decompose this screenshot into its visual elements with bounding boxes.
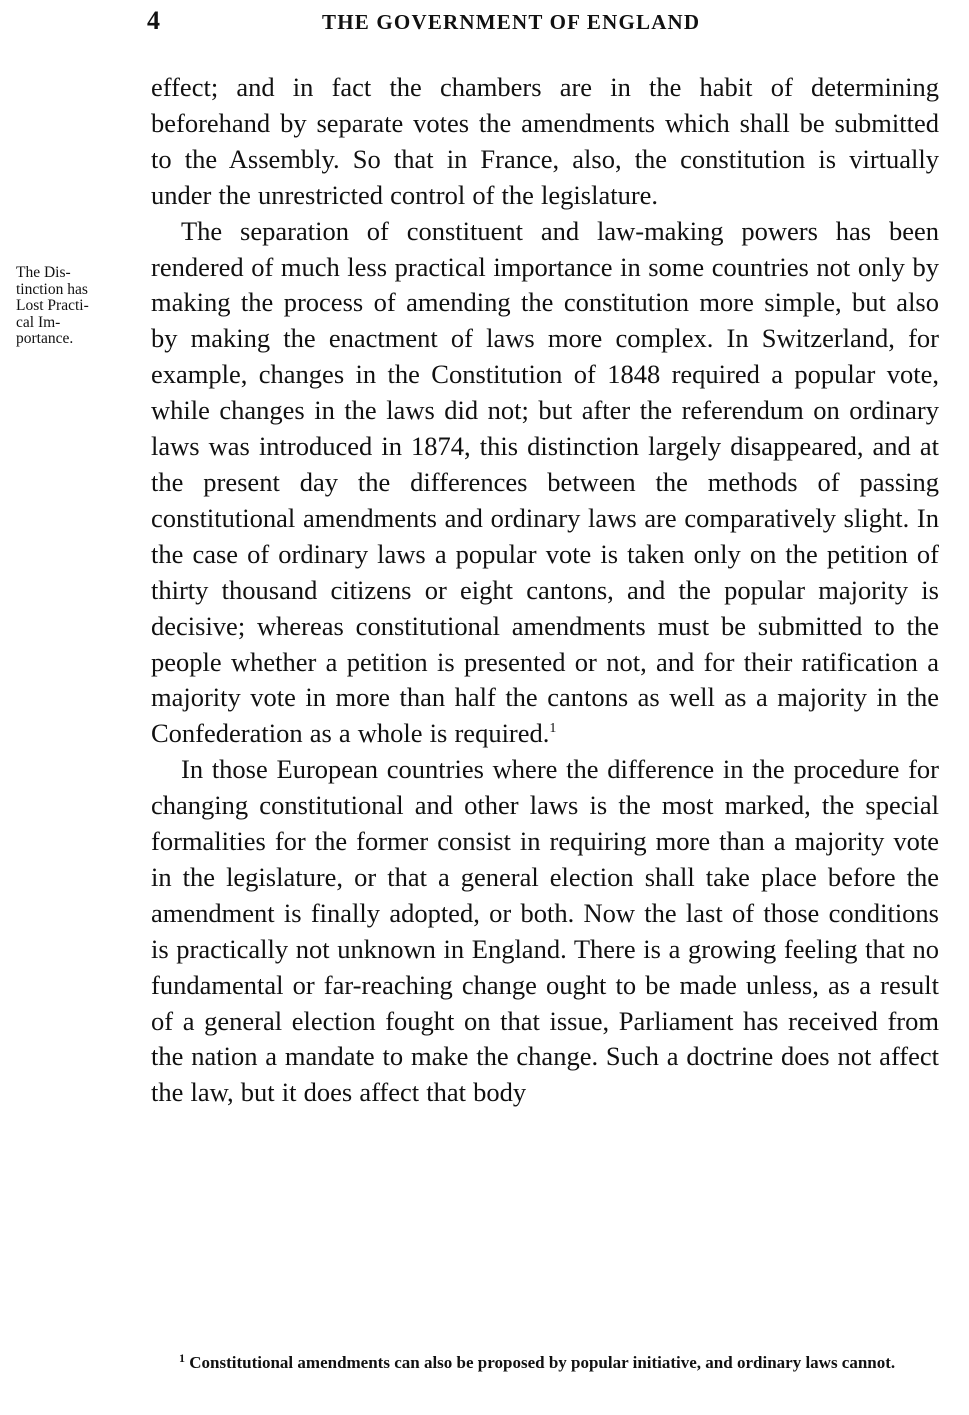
footnote-reference: 1 bbox=[549, 721, 557, 737]
paragraph-1: effect; and in fact the chambers are in the habit of determining beforehand by separate votes the amendments which shall be submitted to the Assembly. So that in France, also, the constitution is virtually under the unrestricted control of the legislature. bbox=[151, 72, 939, 210]
paragraph-2-text: The separation of constituent and law-making powers has been rendered of much less practical importance in some countries not only by making the process of amending the constitution more simple, but also by making the enactment of laws more complex. In Switzerland, for example, changes in the Constitution of 1848 required a popular vote, while changes in the laws did not; but after the referendum on ordinary laws was introduced in 1874, this distinction largely disappeared, and at the present day the differences between the methods of passing constitutional amendments and ordinary laws are comparatively slight. In the case of ordinary laws a popular vote is taken only on the petition of thirty thousand citizens or eight cantons, and the popular majority is decisive; whereas constitutional amendments must be submitted to the people whether a petition is presented or not, and for their ratification a majority vote in more than half the cantons as well as a majority in the Confederation as a whole is required. bbox=[151, 215, 939, 749]
page-number: 4 bbox=[147, 6, 161, 35]
footnote-body bbox=[151, 1352, 941, 1373]
margin-note-line: tinction has bbox=[16, 280, 88, 298]
paragraph-3: In those European countries where the difference in the procedure for changing constitutional and other laws is the most marked, the special formalities for the former consist in requiring more than a majority vote in the legislature, or that a general election shall take place before the amendment is finally adopted, or both. Now the last of those conditions is practically not unknown in England. There is a growing feeling that no fundamental or far-reaching change ought to be made unless, as a result of a general election fought on that issue, Parliament has received from the nation a mandate to make the change. Such a doctrine does not affect the law, but it does affect that body bbox=[151, 754, 939, 1108]
body-text bbox=[151, 70, 939, 1111]
running-title: THE GOVERNMENT OF ENGLAND bbox=[322, 10, 701, 34]
margin-note-line: The Dis- bbox=[16, 264, 71, 281]
footnote-text: Constitutional amendments can also be proposed by popular initiative, and ordinary laws cannot. bbox=[189, 1353, 896, 1372]
footnote bbox=[151, 1352, 941, 1373]
paragraph-2 bbox=[151, 214, 939, 753]
footnote-mark: 1 bbox=[179, 1351, 185, 1365]
margin-note bbox=[16, 265, 140, 348]
margin-note-line: cal Im- bbox=[16, 313, 61, 331]
margin-note-line: portance. bbox=[16, 330, 74, 347]
margin-note-line: Lost Practi- bbox=[16, 297, 89, 314]
running-header bbox=[0, 6, 969, 40]
